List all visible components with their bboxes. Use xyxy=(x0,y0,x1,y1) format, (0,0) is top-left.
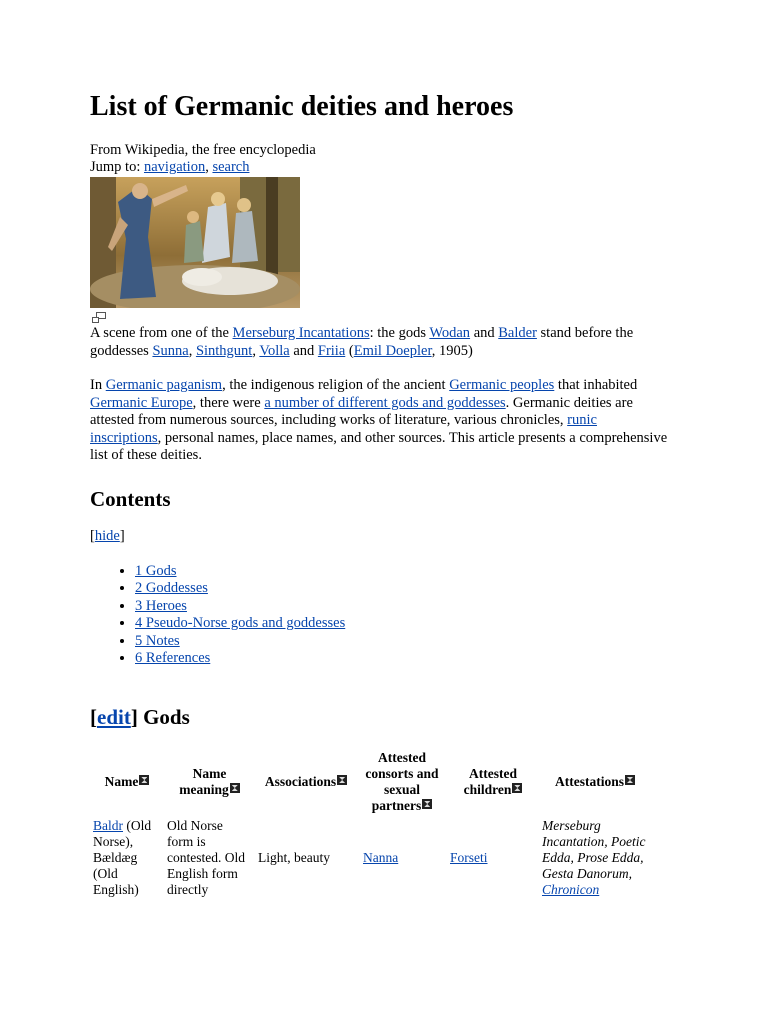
germanic-europe-link[interactable]: Germanic Europe xyxy=(90,394,193,411)
page-title: List of Germanic deities and heroes xyxy=(90,91,514,122)
forseti-link[interactable]: Forseti xyxy=(450,850,488,865)
hide-link[interactable]: hide xyxy=(94,528,120,544)
toc-toggle: [hide] xyxy=(90,528,125,544)
gods-heading: [edit] Gods xyxy=(90,705,190,729)
sort-icon[interactable] xyxy=(625,775,635,785)
sort-icon[interactable] xyxy=(139,775,149,785)
col-header-meaning[interactable]: Name meaning xyxy=(164,748,255,816)
sort-icon[interactable] xyxy=(337,775,347,785)
cell-attestations: Merseburg Incantation, Poetic Edda, Prose Edda, Gesta Danorum, Chronicon xyxy=(542,818,646,897)
sort-icon[interactable] xyxy=(422,799,432,809)
toc-link-references[interactable]: 6 References xyxy=(135,650,211,667)
merseburg-link[interactable]: Merseburg Incantations xyxy=(232,325,370,341)
col-header-consorts[interactable]: Attested consorts and sexual partners xyxy=(365,750,439,813)
toc-link-pseudo-norse[interactable]: 4 Pseudo-Norse gods and goddesses xyxy=(135,615,346,632)
sort-icon[interactable] xyxy=(512,783,522,793)
toc-item xyxy=(135,633,345,650)
volla-link[interactable]: Volla xyxy=(259,342,290,359)
toc-item xyxy=(135,650,345,667)
image-caption: A scene from one of the Merseburg Incantations: the gods Wodan and Balder stand before the goddesses Sunna, Sinthgunt, Volla and Friia (Emil Doepler, 1905) xyxy=(90,325,634,359)
jump-label: Jump to: xyxy=(90,159,141,175)
table-row xyxy=(90,816,651,900)
painting-illustration xyxy=(90,177,300,308)
gods-and-goddesses-link[interactable]: a number of different gods and goddesses xyxy=(264,394,506,411)
intro-paragraph: In Germanic paganism, the indigenous religion of the ancient Germanic peoples that inhabited Germanic Europe, there were a number of different gods and goddesses. Germanic deities are attested from numerous sources, including works of literature, various chronicles, runic inscriptions, personal names, place names, and other sources. This article presents a comprehensive list of these deities. xyxy=(90,377,668,463)
cell-associations: Light, beauty xyxy=(258,850,330,865)
jump-search-link[interactable]: search xyxy=(212,159,250,175)
jump-to: Jump to: navigation, search xyxy=(90,159,250,175)
thumbnail-image[interactable] xyxy=(90,177,300,308)
cell-consorts xyxy=(357,816,447,900)
friia-link[interactable]: Friia xyxy=(317,342,346,359)
nanna-link[interactable]: Nanna xyxy=(363,850,399,865)
cell-name: Baldr (Old Norse), Bældæg (Old English) xyxy=(93,818,152,897)
col-header-associations[interactable]: Associations xyxy=(255,748,357,816)
baldr-link[interactable]: Baldr xyxy=(93,818,123,833)
cell-meaning: Old Norse form is contested. Old English form directly xyxy=(167,818,245,897)
toc-link-notes[interactable]: 5 Notes xyxy=(135,632,180,649)
germanic-paganism-link[interactable]: Germanic paganism xyxy=(105,377,223,393)
toc-item xyxy=(135,563,345,580)
magnify-icon[interactable] xyxy=(92,312,106,324)
sunna-link[interactable]: Sunna xyxy=(152,342,189,359)
balder-link[interactable]: Balder xyxy=(498,325,537,341)
toc-item xyxy=(135,615,345,632)
sort-icon[interactable] xyxy=(230,783,240,793)
toc-link-heroes[interactable]: 3 Heroes xyxy=(135,597,187,614)
edit-link[interactable]: edit xyxy=(97,705,131,729)
col-header-attestations[interactable]: Attestations xyxy=(539,748,651,816)
col-header-children[interactable]: Attested children xyxy=(447,748,539,816)
chronicon-link[interactable]: Chronicon xyxy=(542,882,600,897)
tagline: From Wikipedia, the free encyclopedia xyxy=(90,142,316,158)
sinthgunt-link[interactable]: Sinthgunt xyxy=(195,342,253,359)
col-header-name[interactable]: Name xyxy=(90,748,164,816)
wodan-link[interactable]: Wodan xyxy=(429,325,471,341)
runic-inscriptions-link[interactable]: runic inscriptions xyxy=(90,412,597,446)
table-header-row xyxy=(90,748,651,816)
contents-heading: Contents xyxy=(90,487,171,511)
germanic-peoples-link[interactable]: Germanic peoples xyxy=(449,377,555,393)
toc-item xyxy=(135,598,345,615)
toc-list xyxy=(90,563,345,667)
gods-table xyxy=(90,748,651,900)
toc-item xyxy=(135,580,345,597)
emil-doepler-link[interactable]: Emil Doepler xyxy=(353,342,432,359)
jump-navigation-link[interactable]: navigation xyxy=(143,159,206,175)
toc-link-gods[interactable]: 1 Gods xyxy=(135,563,177,579)
cell-children xyxy=(447,816,539,900)
toc-link-goddesses[interactable]: 2 Goddesses xyxy=(135,580,208,597)
